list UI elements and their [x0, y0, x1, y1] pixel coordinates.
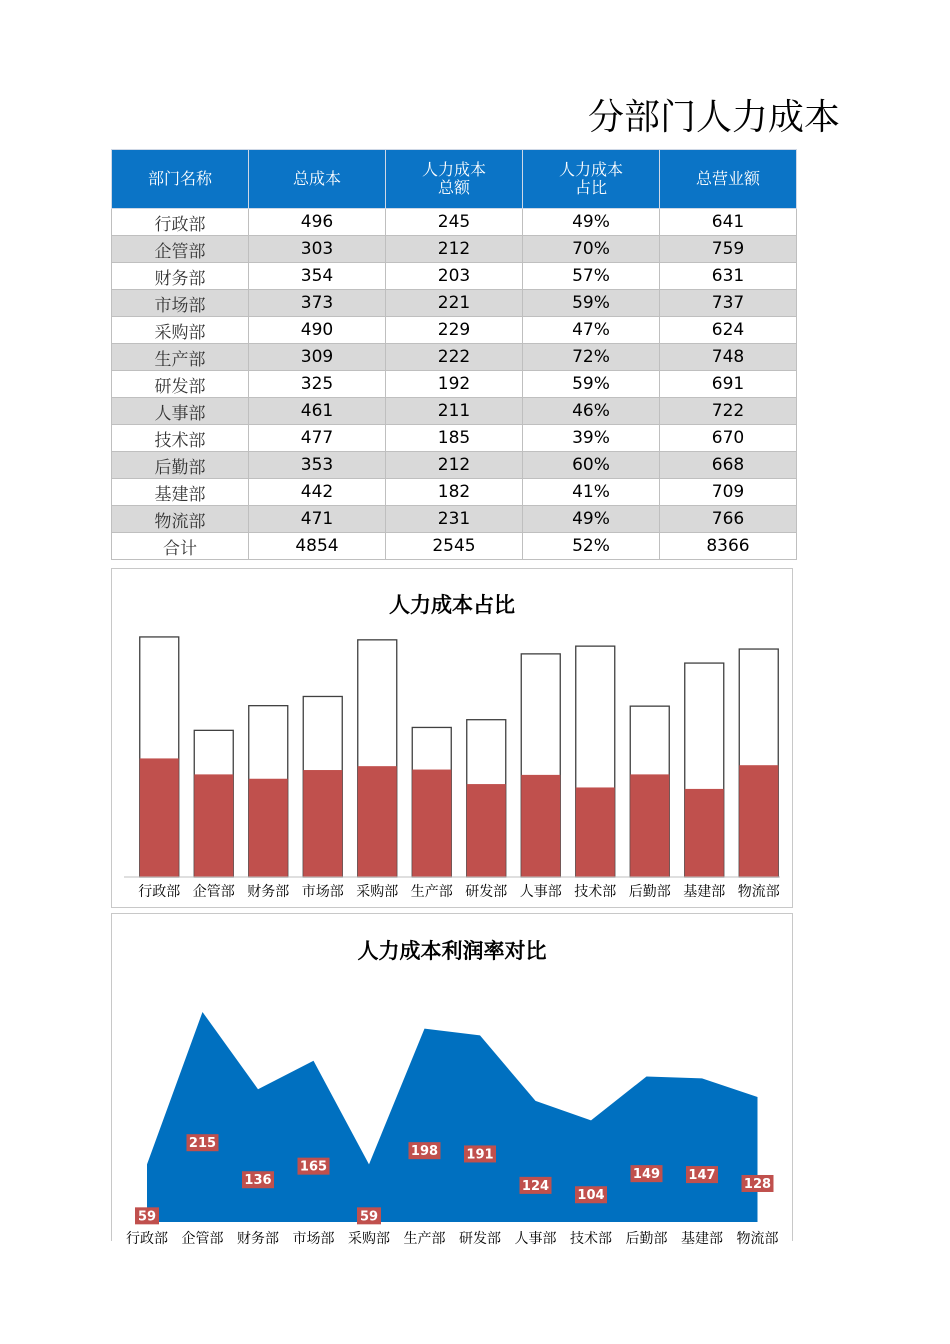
value-cell: 496: [249, 209, 386, 236]
value-cell: 766: [660, 506, 797, 533]
department-cell: 物流部: [112, 506, 249, 533]
labor-cost-bar: [412, 770, 451, 877]
department-cell: 后勤部: [112, 452, 249, 479]
table-row: [112, 290, 797, 317]
value-cell: 373: [249, 290, 386, 317]
x-tick-label: 后勤部: [625, 1231, 668, 1247]
value-cell: 670: [660, 425, 797, 452]
labor-cost-profit-chart: [111, 913, 793, 1247]
value-cell: 231: [386, 506, 523, 533]
value-cell: 471: [249, 506, 386, 533]
table-row: [112, 506, 797, 533]
value-cell: 182: [386, 479, 523, 506]
x-tick-label: 人事部: [514, 1231, 557, 1247]
x-tick-label: 财务部: [247, 884, 290, 900]
x-tick-label: 行政部: [138, 884, 181, 900]
value-cell: 4854: [249, 533, 386, 560]
total-row: [112, 533, 797, 560]
table-row: [112, 371, 797, 398]
labor-cost-bar: [303, 770, 342, 877]
value-cell: 185: [386, 425, 523, 452]
value-cell: 309: [249, 344, 386, 371]
chart-title: 人力成本占比: [389, 593, 515, 617]
department-cell: 技术部: [112, 425, 249, 452]
labor-cost-bar: [576, 787, 615, 877]
department-cell: 采购部: [112, 317, 249, 344]
labor-cost-bar: [358, 766, 397, 877]
chart-title: 人力成本利润率对比: [357, 939, 547, 963]
table-row: [112, 398, 797, 425]
labor-cost-bar: [194, 774, 233, 877]
department-cell: 人事部: [112, 398, 249, 425]
value-cell: 668: [660, 452, 797, 479]
value-cell: 46%: [523, 398, 660, 425]
data-label: 104: [577, 1188, 605, 1204]
value-cell: 354: [249, 263, 386, 290]
x-tick-label: 市场部: [292, 1231, 335, 1247]
value-cell: 442: [249, 479, 386, 506]
table-body: [112, 209, 797, 560]
data-label: 198: [410, 1144, 439, 1160]
value-cell: 59%: [523, 371, 660, 398]
x-tick-label: 生产部: [403, 1231, 446, 1247]
column-header: 总成本: [249, 150, 386, 209]
value-cell: 49%: [523, 209, 660, 236]
value-cell: 631: [660, 263, 797, 290]
labor-cost-bar: [521, 775, 560, 877]
column-header: 人力成本 占比: [523, 150, 660, 209]
table-row: [112, 344, 797, 371]
value-cell: 192: [386, 371, 523, 398]
value-cell: 203: [386, 263, 523, 290]
department-cell: 合计: [112, 533, 249, 560]
table-row: [112, 425, 797, 452]
x-tick-label: 技术部: [574, 884, 617, 900]
data-label: 149: [632, 1167, 661, 1183]
labor-cost-bar: [739, 765, 778, 877]
labor-cost-profit-svg: [112, 914, 792, 1247]
department-cell: 基建部: [112, 479, 249, 506]
data-label: 124: [521, 1178, 550, 1194]
department-cell: 生产部: [112, 344, 249, 371]
cost-table: [111, 149, 797, 560]
value-cell: 221: [386, 290, 523, 317]
value-cell: 47%: [523, 317, 660, 344]
data-label: 59: [137, 1209, 157, 1225]
x-tick-label: 技术部: [570, 1231, 612, 1247]
value-cell: 490: [249, 317, 386, 344]
x-tick-label: 物流部: [737, 884, 780, 900]
value-cell: 325: [249, 371, 386, 398]
labor-cost-bar: [249, 779, 288, 877]
x-tick-label: 采购部: [348, 1231, 390, 1247]
labor-cost-ratio-chart: [111, 568, 793, 908]
value-cell: 759: [660, 236, 797, 263]
labor-cost-bar: [140, 758, 179, 877]
column-header: 总营业额: [660, 150, 797, 209]
department-cell: 财务部: [112, 263, 249, 290]
value-cell: 49%: [523, 506, 660, 533]
value-cell: 72%: [523, 344, 660, 371]
labor-cost-bar: [685, 789, 724, 877]
column-header: 人力成本 总额: [386, 150, 523, 209]
value-cell: 39%: [523, 425, 660, 452]
x-tick-label: 基建部: [681, 1231, 723, 1247]
page-title: 分部门人力成本: [588, 97, 841, 138]
x-tick-label: 采购部: [356, 884, 399, 900]
value-cell: 41%: [523, 479, 660, 506]
data-label: 191: [466, 1147, 494, 1163]
value-cell: 245: [386, 209, 523, 236]
value-cell: 303: [249, 236, 386, 263]
value-cell: 52%: [523, 533, 660, 560]
data-label: 147: [688, 1168, 716, 1184]
value-cell: 8366: [660, 533, 797, 560]
data-label: 128: [743, 1176, 772, 1192]
data-label: 136: [244, 1173, 272, 1189]
x-tick-label: 市场部: [301, 884, 344, 900]
value-cell: 222: [386, 344, 523, 371]
value-cell: 211: [386, 398, 523, 425]
x-tick-label: 生产部: [410, 884, 453, 900]
x-tick-label: 人事部: [519, 884, 562, 900]
value-cell: 212: [386, 236, 523, 263]
labor-cost-bar: [630, 774, 669, 877]
x-tick-label: 物流部: [736, 1231, 779, 1247]
column-header: 部门名称: [112, 150, 249, 209]
value-cell: 2545: [386, 533, 523, 560]
value-cell: 477: [249, 425, 386, 452]
x-tick-label: 研发部: [465, 884, 508, 900]
labor-cost-bar: [467, 784, 506, 877]
table-row: [112, 236, 797, 263]
table-row: [112, 317, 797, 344]
value-cell: 641: [660, 209, 797, 236]
x-tick-label: 企管部: [181, 1231, 224, 1247]
value-cell: 709: [660, 479, 797, 506]
value-cell: 353: [249, 452, 386, 479]
table-row: [112, 263, 797, 290]
value-cell: 229: [386, 317, 523, 344]
data-label: 165: [299, 1159, 328, 1175]
x-tick-label: 后勤部: [628, 884, 671, 900]
value-cell: 748: [660, 344, 797, 371]
x-tick-label: 财务部: [237, 1231, 279, 1247]
table-row: [112, 209, 797, 236]
table-header-row: [112, 150, 797, 209]
value-cell: 59%: [523, 290, 660, 317]
department-cell: 研发部: [112, 371, 249, 398]
value-cell: 461: [249, 398, 386, 425]
labor-cost-ratio-svg: [112, 569, 792, 907]
department-cell: 市场部: [112, 290, 249, 317]
value-cell: 212: [386, 452, 523, 479]
value-cell: 57%: [523, 263, 660, 290]
x-tick-label: 企管部: [192, 884, 235, 900]
department-cell: 企管部: [112, 236, 249, 263]
data-label: 215: [188, 1136, 217, 1152]
department-cell: 行政部: [112, 209, 249, 236]
x-tick-label: 行政部: [126, 1231, 168, 1247]
table-row: [112, 479, 797, 506]
data-label: 59: [359, 1209, 379, 1225]
value-cell: 60%: [523, 452, 660, 479]
value-cell: 70%: [523, 236, 660, 263]
value-cell: 691: [660, 371, 797, 398]
value-cell: 722: [660, 398, 797, 425]
table-row: [112, 452, 797, 479]
value-cell: 737: [660, 290, 797, 317]
value-cell: 624: [660, 317, 797, 344]
x-tick-label: 基建部: [683, 884, 726, 900]
x-tick-label: 研发部: [459, 1231, 501, 1247]
